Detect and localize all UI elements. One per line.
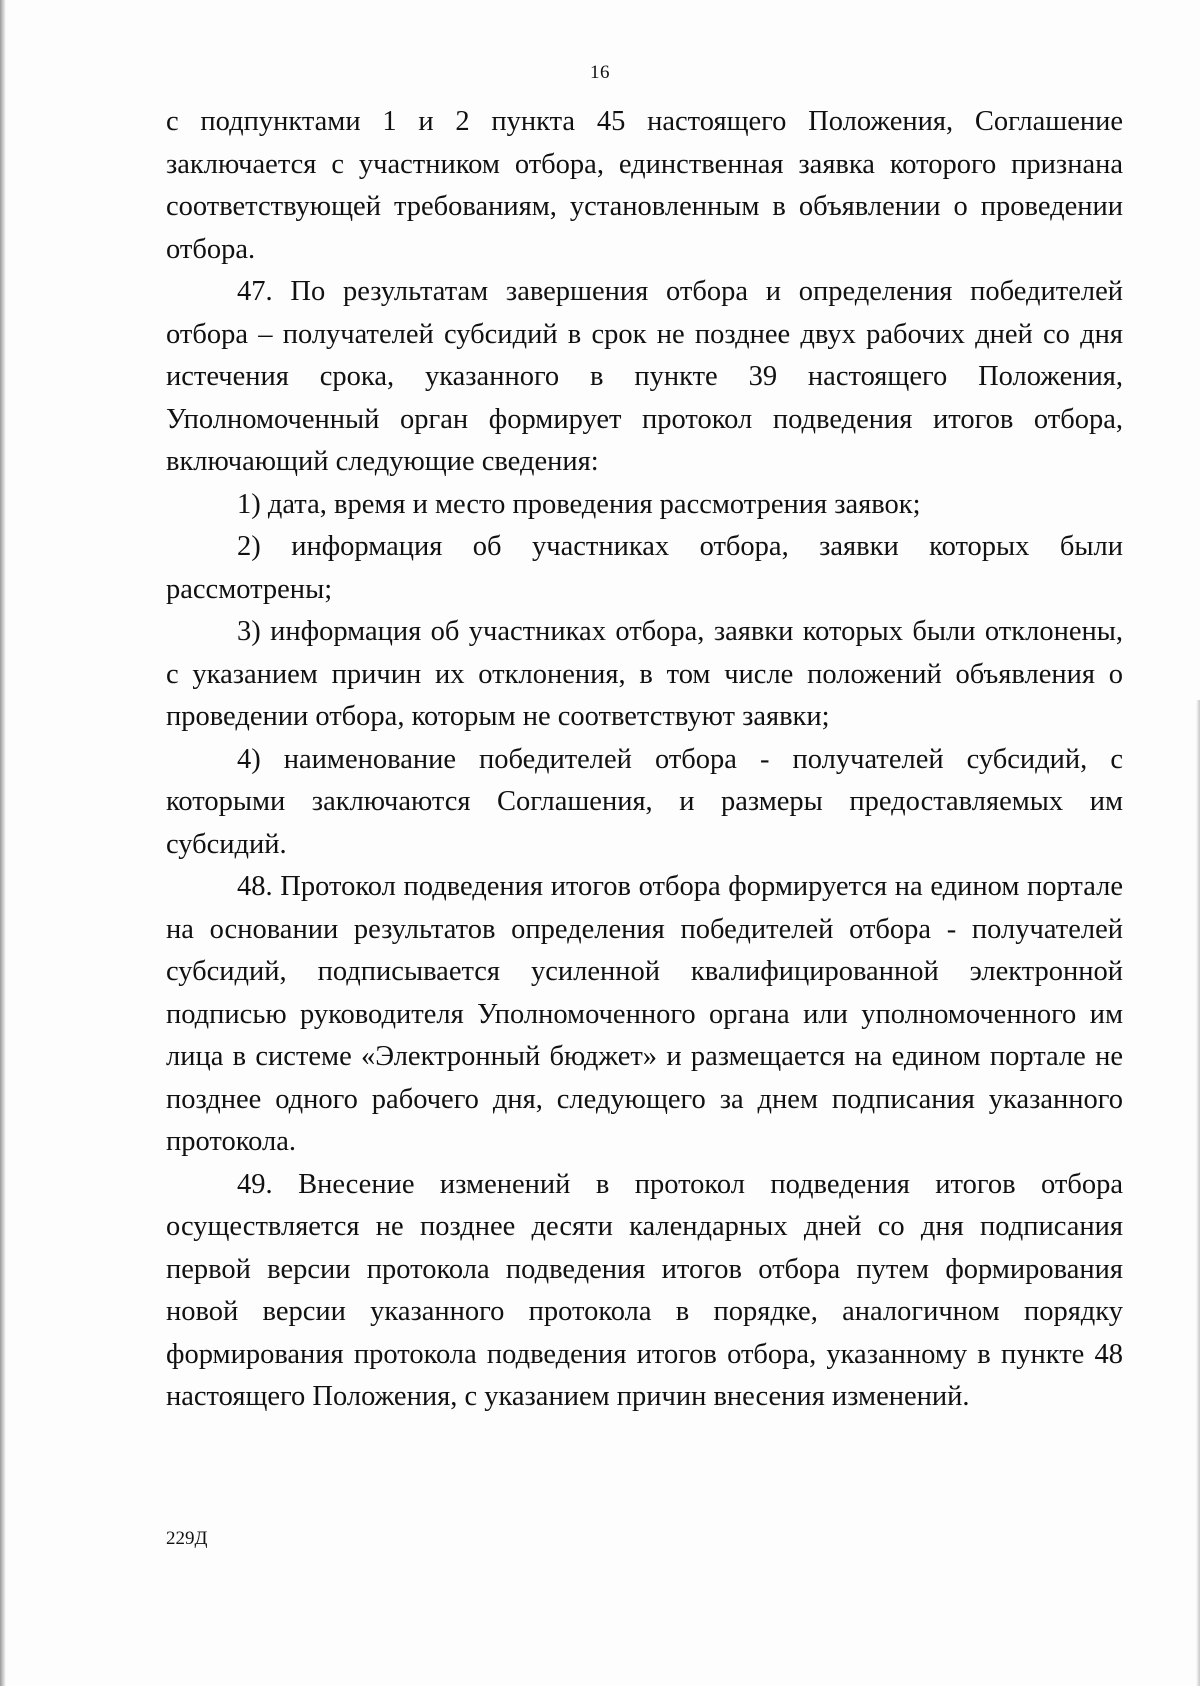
list-item-1: 1) дата, время и место проведения рассмотрения заявок;: [237, 488, 921, 520]
list-item-2: 2) информация об участниках отбора, заявки которых были рассмотрены;: [166, 531, 1123, 605]
list-item-3: 3) информация об участниках отбора, заявки которых были отклонены, с указанием причин их отклонения, в том числе положений объявления о проведении отбора, которым не соответствуют заявки;: [166, 616, 1123, 732]
paragraph-47: 47. По результатам завершения отбора и определения победителей отбора – получателей субсидий в срок не позднее двух рабочих дней со дня истечения срока, указанного в пункте 39 настоящего Положения, Уполномоченный орган формирует протокол подведения итогов отбора, включающий следующие сведения:: [166, 276, 1123, 477]
paragraph-48: 48. Протокол подведения итогов отбора формируется на едином портале на основании результатов определения победителей отбора - получателей субсидий, подписывается усиленной квалифицированной электронной подписью руководителя Уполномоченного органа или уполномоченного им лица в системе «Электронный бюджет» и размещается на едином портале не позднее одного рабочего дня, следующего за днем подписания указанного протокола.: [166, 871, 1123, 1157]
document-code: 229Д: [166, 1528, 208, 1549]
scan-edge-right: [1196, 700, 1200, 1686]
scan-edge-left: [0, 0, 6, 1686]
document-body: [166, 101, 1123, 1419]
list-item-4: 4) наименование победителей отбора - получателей субсидий, с которыми заключаются Соглашения, и размеры предоставляемых им субсидий.: [166, 743, 1123, 860]
page-number: 16: [590, 62, 610, 83]
paragraph-49: 49. Внесение изменений в протокол подведения итогов отбора осуществляется не позднее десяти календарных дней со дня подписания первой версии протокола подведения итогов отбора путем формирования новой версии указанного протокола в порядке, аналогичном порядку формирования протокола подведения итогов отбора, указанному в пункте 48 настоящего Положения, с указанием причин внесения изменений.: [166, 1168, 1123, 1412]
paragraph-continuation: с подпунктами 1 и 2 пункта 45 настоящего Положения, Соглашение заключается с участником отбора, единственная заявка которого признана соответствующей требованиям, установленным в объявлении о проведении отбора.: [166, 106, 1123, 265]
